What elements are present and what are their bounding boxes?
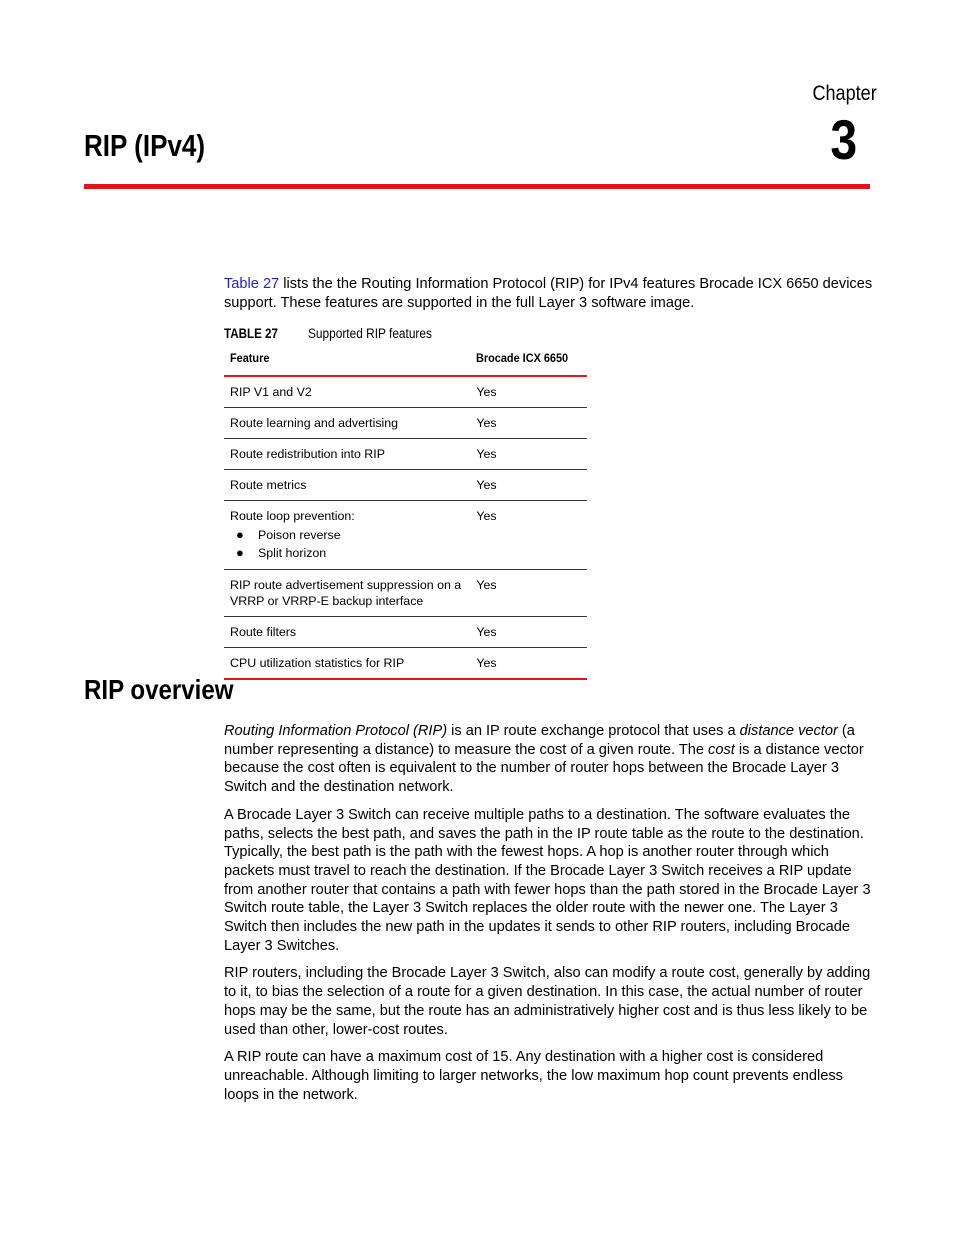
table-row bbox=[224, 501, 587, 570]
table-row bbox=[224, 617, 587, 648]
table-row bbox=[224, 408, 587, 439]
value-cell: Yes bbox=[470, 408, 587, 439]
feature-cell: Route filters bbox=[224, 617, 470, 648]
bullet-icon: ● bbox=[236, 545, 244, 560]
supported-rip-features-table bbox=[224, 346, 587, 680]
value-cell: Yes bbox=[470, 501, 587, 570]
feature-bullet-list bbox=[230, 526, 464, 562]
table-caption-text: Supported RIP features bbox=[308, 326, 432, 341]
list-item: ● Poison reverse bbox=[236, 527, 341, 542]
feature-cell: RIP route advertisement suppression on a VRRP or VRRP-E backup interface bbox=[224, 570, 470, 617]
feature-cell: Route metrics bbox=[224, 470, 470, 501]
overview-paragraph-4: A RIP route can have a maximum cost of 15. Any destination with a higher cost is considered unreachable. Although limiting to larger networks, the low maximum hop count prevents endless loops in the network. bbox=[224, 1049, 843, 1103]
feature-cell: Route learning and advertising bbox=[224, 408, 470, 439]
table-row bbox=[224, 648, 587, 680]
value-cell: Yes bbox=[470, 470, 587, 501]
table-27-link[interactable]: Table 27 bbox=[224, 276, 280, 292]
chapter-label: Chapter bbox=[812, 82, 877, 105]
feature-cell: CPU utilization statistics for RIP bbox=[224, 648, 470, 680]
chapter-title: RIP (IPv4) bbox=[84, 128, 206, 163]
feature-cell: Route redistribution into RIP bbox=[224, 439, 470, 470]
bullet-icon: ● bbox=[236, 527, 244, 542]
section-heading-rip-overview: RIP overview bbox=[84, 674, 234, 705]
overview-paragraph-1: Routing Information Protocol (RIP) is an IP route exchange protocol that uses a distance vector (a number representing a distance) to measure the cost of a given route. The cost is a distance vector because the cost often is equivalent to the number of router hops between the Brocade Layer 3 Switch and the destination network. bbox=[224, 723, 864, 796]
chapter-number: 3 bbox=[830, 108, 857, 171]
value-cell: Yes bbox=[470, 376, 587, 408]
table-header-row bbox=[224, 346, 587, 376]
value-cell: Yes bbox=[470, 570, 587, 617]
list-item: ● Split horizon bbox=[236, 545, 327, 560]
feature-cell: RIP V1 and V2 bbox=[224, 376, 470, 408]
header-feature: Feature bbox=[224, 346, 470, 376]
intro-paragraph bbox=[224, 275, 874, 313]
term-rip: Routing Information Protocol (RIP) bbox=[224, 723, 448, 739]
overview-paragraph-3: RIP routers, including the Brocade Layer 3 Switch, also can modify a route cost, generally by adding to it, to bias the selection of a route for a given destination. In this case, the actual number of router hops may be the same, but the route has an administratively higher cost and is thus less likely to be used than other, lower-cost routes. bbox=[224, 965, 871, 1038]
value-cell: Yes bbox=[470, 617, 587, 648]
intro-text: lists the the Routing Information Protocol (RIP) for IPv4 features Brocade ICX 6650 devices support. These features are supported in the full Layer 3 software image. bbox=[224, 276, 873, 311]
value-cell: Yes bbox=[470, 648, 587, 680]
overview-paragraph-2: A Brocade Layer 3 Switch can receive multiple paths to a destination. The software evaluates the paths, selects the best path, and saves the path in the IP route table as the route to the destination. Typically, the best path is the path with the fewest hops. A hop is another router through which packets must travel to reach the destination. If the Brocade Layer 3 Switch receives a RIP update from another router that contains a path with fewer hops than the path stored in the Brocade Layer 3 Switch route table, the Layer 3 Switch replaces the older route with the newer one. The Layer 3 Switch then includes the new path in the updates it sends to other RIP routers, including Brocade Layer 3 Switches. bbox=[224, 806, 871, 954]
value-cell: Yes bbox=[470, 439, 587, 470]
header-brocade-icx-6650: Brocade ICX 6650 bbox=[470, 346, 587, 376]
feature-cell bbox=[224, 501, 470, 570]
table-caption-label: TABLE 27 bbox=[224, 326, 278, 341]
table-row bbox=[224, 439, 587, 470]
title-rule bbox=[84, 184, 870, 189]
table-row bbox=[224, 470, 587, 501]
term-cost: cost bbox=[708, 741, 735, 758]
feature-text: Route loop prevention: bbox=[230, 509, 355, 523]
table-caption bbox=[224, 326, 432, 341]
term-distance-vector: distance vector bbox=[739, 723, 838, 739]
table-row bbox=[224, 570, 587, 617]
table-row bbox=[224, 376, 587, 408]
overview-body bbox=[224, 722, 872, 1113]
